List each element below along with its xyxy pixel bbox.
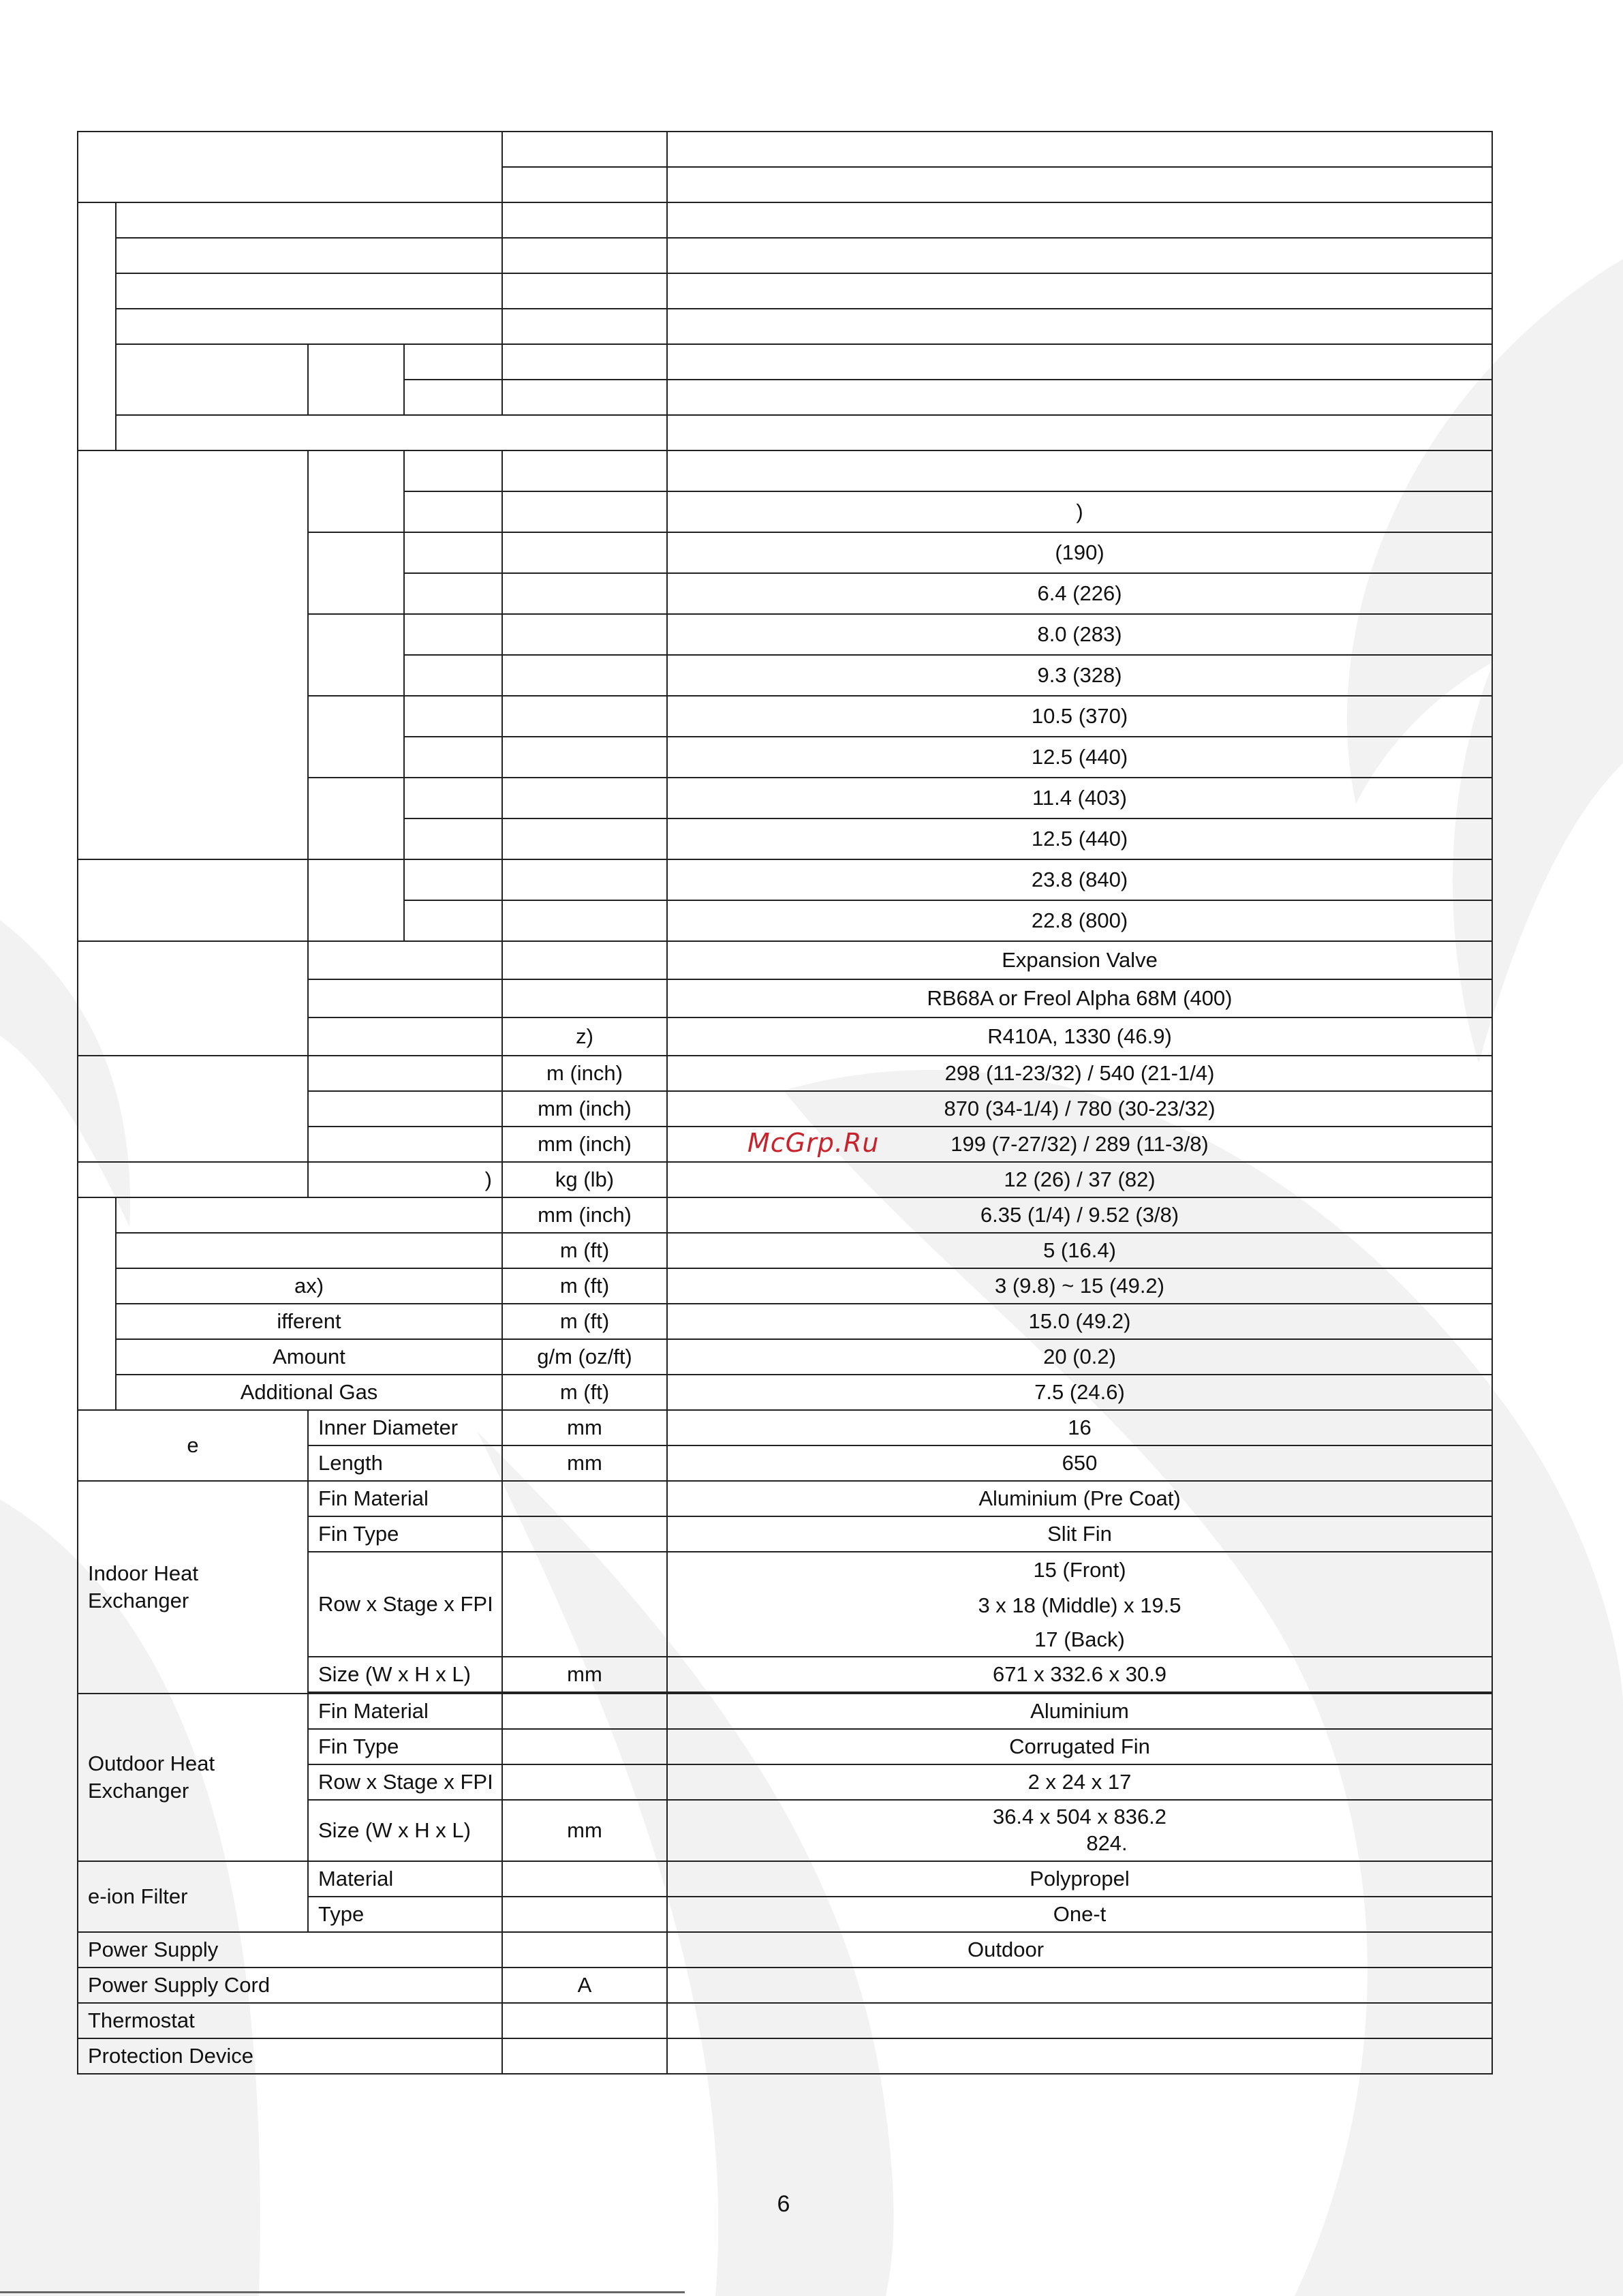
unit-cell: m (ft) — [502, 1375, 667, 1410]
label-cell — [116, 238, 502, 273]
speed-cell — [404, 573, 502, 614]
value-cell: 6.35 (1/4) / 9.52 (3/8) — [667, 1197, 1492, 1233]
value-cell: 298 (11-23/32) / 540 (21-1/4) — [667, 1056, 1492, 1091]
unit-cell: m (ft) — [502, 1233, 667, 1268]
value-cell: 8.0 (283) — [667, 614, 1492, 655]
unit-cell — [502, 2003, 667, 2038]
value-cell — [667, 1968, 1492, 2003]
mode-cell — [308, 778, 404, 859]
mode-cell — [308, 614, 404, 696]
table-row — [78, 309, 1492, 344]
value-cell: 650 — [667, 1445, 1492, 1481]
header-label-cell — [78, 132, 502, 202]
unit-cell: m (inch) — [502, 1056, 667, 1091]
unit-cell — [502, 696, 667, 737]
label-cell: Thermostat — [78, 2003, 502, 2038]
label-cell — [116, 1197, 502, 1233]
table-row — [78, 132, 1492, 167]
unit-cell: mm (inch) — [502, 1127, 667, 1162]
speed-cell — [404, 900, 502, 941]
unit-cell: mm (inch) — [502, 1091, 667, 1127]
label-cell: Size (W x H x L) — [308, 1800, 502, 1861]
label-cell: Type — [308, 1897, 502, 1932]
table-row — [78, 202, 1492, 238]
unit-cell — [502, 573, 667, 614]
unit-cell — [502, 344, 667, 380]
value-cell: Slit Fin — [667, 1516, 1492, 1552]
label-cell: Row x Stage x FPI — [308, 1552, 502, 1657]
rsf-front: 15 (Front) — [1033, 1558, 1126, 1582]
label-cell — [404, 380, 502, 415]
value-cell: 3 (9.8) ~ 15 (49.2) — [667, 1268, 1492, 1304]
unit-cell — [502, 1932, 667, 1968]
value-cell — [667, 450, 1492, 491]
table-row — [78, 1339, 1492, 1375]
air-circulation-label — [78, 450, 308, 859]
label-cell — [78, 1162, 308, 1197]
table-row — [78, 238, 1492, 273]
group-cell — [78, 1197, 116, 1410]
speed-cell — [404, 778, 502, 818]
unit-cell — [502, 309, 667, 344]
value-cell — [667, 2003, 1492, 2038]
value-cell: One-t — [667, 1897, 1492, 1932]
label-cell: Size (W x H x L) — [308, 1657, 502, 1692]
unit-cell — [502, 450, 667, 491]
page-number: 6 — [777, 2191, 790, 2217]
label-cell — [116, 344, 308, 415]
table-row — [78, 1304, 1492, 1339]
label-cell: Indoor Heat Exchanger — [78, 1481, 308, 1694]
unit-cell — [502, 532, 667, 573]
group-cell — [78, 202, 116, 450]
mode-cell — [308, 450, 404, 532]
value-cell — [667, 2038, 1492, 2074]
label-cell: Length — [308, 1445, 502, 1481]
label-cell: Amount — [116, 1339, 502, 1375]
value-cell: 6.4 (226) — [667, 573, 1492, 614]
label-cell — [308, 1091, 502, 1127]
unit-cell — [502, 1694, 667, 1729]
label-cell — [308, 1056, 502, 1091]
unit-cell — [502, 778, 667, 818]
table-row — [78, 1162, 1492, 1197]
rsf-back: 17 (Back) — [1034, 1627, 1125, 1651]
unit-cell: m (ft) — [502, 1268, 667, 1304]
speed-cell — [404, 450, 502, 491]
label-cell: Inner Diameter — [308, 1410, 502, 1445]
value-cell: 12.5 (440) — [667, 737, 1492, 778]
value-cell — [667, 1800, 1492, 1861]
table-row — [78, 344, 1492, 380]
unit-cell — [502, 1861, 667, 1897]
value-cell — [667, 1552, 1492, 1657]
table-row — [78, 273, 1492, 309]
table-row — [78, 941, 1492, 979]
label-cell: Power Supply Cord — [78, 1968, 502, 2003]
unit-cell — [667, 415, 1492, 450]
table-row — [78, 1968, 1492, 2003]
value-cell: Polypropel — [667, 1861, 1492, 1897]
value-cell: (190) — [667, 532, 1492, 573]
value-cell: RB68A or Freol Alpha 68M (400) — [667, 979, 1492, 1017]
unit-cell — [502, 900, 667, 941]
unit-cell — [502, 167, 667, 202]
unit-cell: mm (inch) — [502, 1197, 667, 1233]
unit-cell: mm — [502, 1410, 667, 1445]
value-cell — [667, 132, 1492, 167]
mode-cell — [308, 532, 404, 614]
table-row — [78, 859, 1492, 900]
label-cell: Material — [308, 1861, 502, 1897]
speed-cell — [404, 818, 502, 859]
table-row — [78, 415, 1492, 450]
label-cell: e — [78, 1410, 308, 1481]
size-line-1: 36.4 x 504 x 836.2 — [992, 1805, 1167, 1829]
label-cell — [404, 344, 502, 380]
table-row — [78, 1268, 1492, 1304]
value-cell: 11.4 (403) — [667, 778, 1492, 818]
speed-cell — [404, 737, 502, 778]
unit-cell: mm — [502, 1800, 667, 1861]
unit-cell — [502, 655, 667, 696]
value-cell: 15.0 (49.2) — [667, 1304, 1492, 1339]
unit-cell — [502, 818, 667, 859]
value-cell: 10.5 (370) — [667, 696, 1492, 737]
unit-cell — [502, 273, 667, 309]
label-cell: Outdoor Heat Exchanger — [78, 1694, 308, 1861]
label-cell — [308, 941, 502, 979]
label-cell: Fin Material — [308, 1481, 502, 1516]
unit-cell: mm — [502, 1445, 667, 1481]
label-cell — [116, 309, 502, 344]
label-cell: ) — [308, 1162, 502, 1197]
speed-cell — [404, 614, 502, 655]
value-cell: Aluminium — [667, 1694, 1492, 1729]
label-cell — [116, 415, 667, 450]
value-cell — [667, 238, 1492, 273]
unit-cell — [502, 859, 667, 900]
label-cell: Fin Material — [308, 1694, 502, 1729]
unit-cell — [502, 132, 667, 167]
table-row — [78, 1481, 1492, 1516]
table-row — [78, 2038, 1492, 2074]
unit-cell — [502, 380, 667, 415]
label-cell — [308, 1017, 502, 1056]
unit-cell — [502, 1516, 667, 1552]
unit-cell: kg (lb) — [502, 1162, 667, 1197]
label-cell — [308, 979, 502, 1017]
value-cell — [667, 273, 1492, 309]
rsf-middle: 3 x 18 (Middle) x 19.5 — [978, 1593, 1181, 1617]
label-cell: Protection Device — [78, 2038, 502, 2074]
table-row — [78, 2003, 1492, 2038]
mode-cell — [308, 696, 404, 778]
speed-cell — [404, 491, 502, 532]
label-cell: Row x Stage x FPI — [308, 1764, 502, 1800]
unit-cell — [502, 1481, 667, 1516]
watermark-text: McGrp.Ru — [747, 1128, 880, 1158]
label-cell — [308, 344, 404, 415]
value-cell: ) — [667, 491, 1492, 532]
value-cell: 16 — [667, 1410, 1492, 1445]
label-cell — [116, 202, 502, 238]
label-cell: ax) — [116, 1268, 502, 1304]
unit-cell — [502, 238, 667, 273]
label-cell: e-ion Filter — [78, 1861, 308, 1932]
value-cell: 9.3 (328) — [667, 655, 1492, 696]
table-row — [78, 1197, 1492, 1233]
value-cell: Outdoor — [667, 1932, 1492, 1968]
label-cell — [308, 1127, 502, 1162]
value-cell: 5 (16.4) — [667, 1233, 1492, 1268]
unit-cell — [502, 491, 667, 532]
value-cell: 7.5 (24.6) — [667, 1375, 1492, 1410]
label-cell — [78, 941, 308, 1056]
table-row — [78, 1861, 1492, 1897]
size-line-2: 824. — [1086, 1831, 1128, 1855]
unit-cell — [502, 979, 667, 1017]
value-cell — [667, 167, 1492, 202]
label-cell — [116, 1233, 502, 1268]
label-cell — [78, 859, 308, 941]
value-cell: 199 (7-27/32) / 289 (11-3/8) — [667, 1127, 1492, 1162]
unit-cell: z) — [502, 1017, 667, 1056]
speed-cell — [404, 655, 502, 696]
unit-cell — [502, 614, 667, 655]
unit-cell — [502, 1552, 667, 1657]
label-cell — [116, 273, 502, 309]
unit-cell — [502, 2038, 667, 2074]
label-cell: Fin Type — [308, 1516, 502, 1552]
table-row — [78, 1410, 1492, 1445]
unit-cell — [502, 941, 667, 979]
value-cell — [667, 380, 1492, 415]
value-cell: 2 x 24 x 17 — [667, 1764, 1492, 1800]
value-cell: 12.5 (440) — [667, 818, 1492, 859]
value-cell: 20 (0.2) — [667, 1339, 1492, 1375]
value-cell: Corrugated Fin — [667, 1729, 1492, 1764]
unit-cell — [502, 1764, 667, 1800]
table-row — [78, 1932, 1492, 1968]
value-cell: R410A, 1330 (46.9) — [667, 1017, 1492, 1056]
unit-cell — [502, 1729, 667, 1764]
table-row — [78, 450, 1492, 491]
label-cell: Power Supply — [78, 1932, 502, 1968]
unit-cell — [502, 202, 667, 238]
table-row — [78, 1233, 1492, 1268]
unit-cell: mm — [502, 1657, 667, 1692]
value-cell — [667, 309, 1492, 344]
value-cell — [667, 344, 1492, 380]
table-row — [78, 1694, 1492, 1729]
speed-cell — [404, 532, 502, 573]
value-cell: 671 x 332.6 x 30.9 — [667, 1657, 1492, 1692]
speed-cell — [404, 859, 502, 900]
value-cell: Expansion Valve — [667, 941, 1492, 979]
table-row — [78, 1375, 1492, 1410]
unit-cell: g/m (oz/ft) — [502, 1339, 667, 1375]
value-cell: 12 (26) / 37 (82) — [667, 1162, 1492, 1197]
unit-cell: A — [502, 1968, 667, 2003]
table-row — [78, 1056, 1492, 1091]
spec-table — [77, 131, 1493, 2075]
value-cell: Aluminium (Pre Coat) — [667, 1481, 1492, 1516]
speed-cell — [404, 696, 502, 737]
mode-cell — [308, 859, 404, 941]
value-cell: 870 (34-1/4) / 780 (30-23/32) — [667, 1091, 1492, 1127]
value-cell: 23.8 (840) — [667, 859, 1492, 900]
value-cell: 22.8 (800) — [667, 900, 1492, 941]
label-cell: ifferent — [116, 1304, 502, 1339]
label-cell: Fin Type — [308, 1729, 502, 1764]
unit-cell — [502, 1897, 667, 1932]
bottom-rule — [0, 2291, 685, 2293]
label-cell: Additional Gas — [116, 1375, 502, 1410]
value-cell — [667, 202, 1492, 238]
unit-cell: m (ft) — [502, 1304, 667, 1339]
label-cell — [78, 1056, 308, 1162]
unit-cell — [502, 737, 667, 778]
